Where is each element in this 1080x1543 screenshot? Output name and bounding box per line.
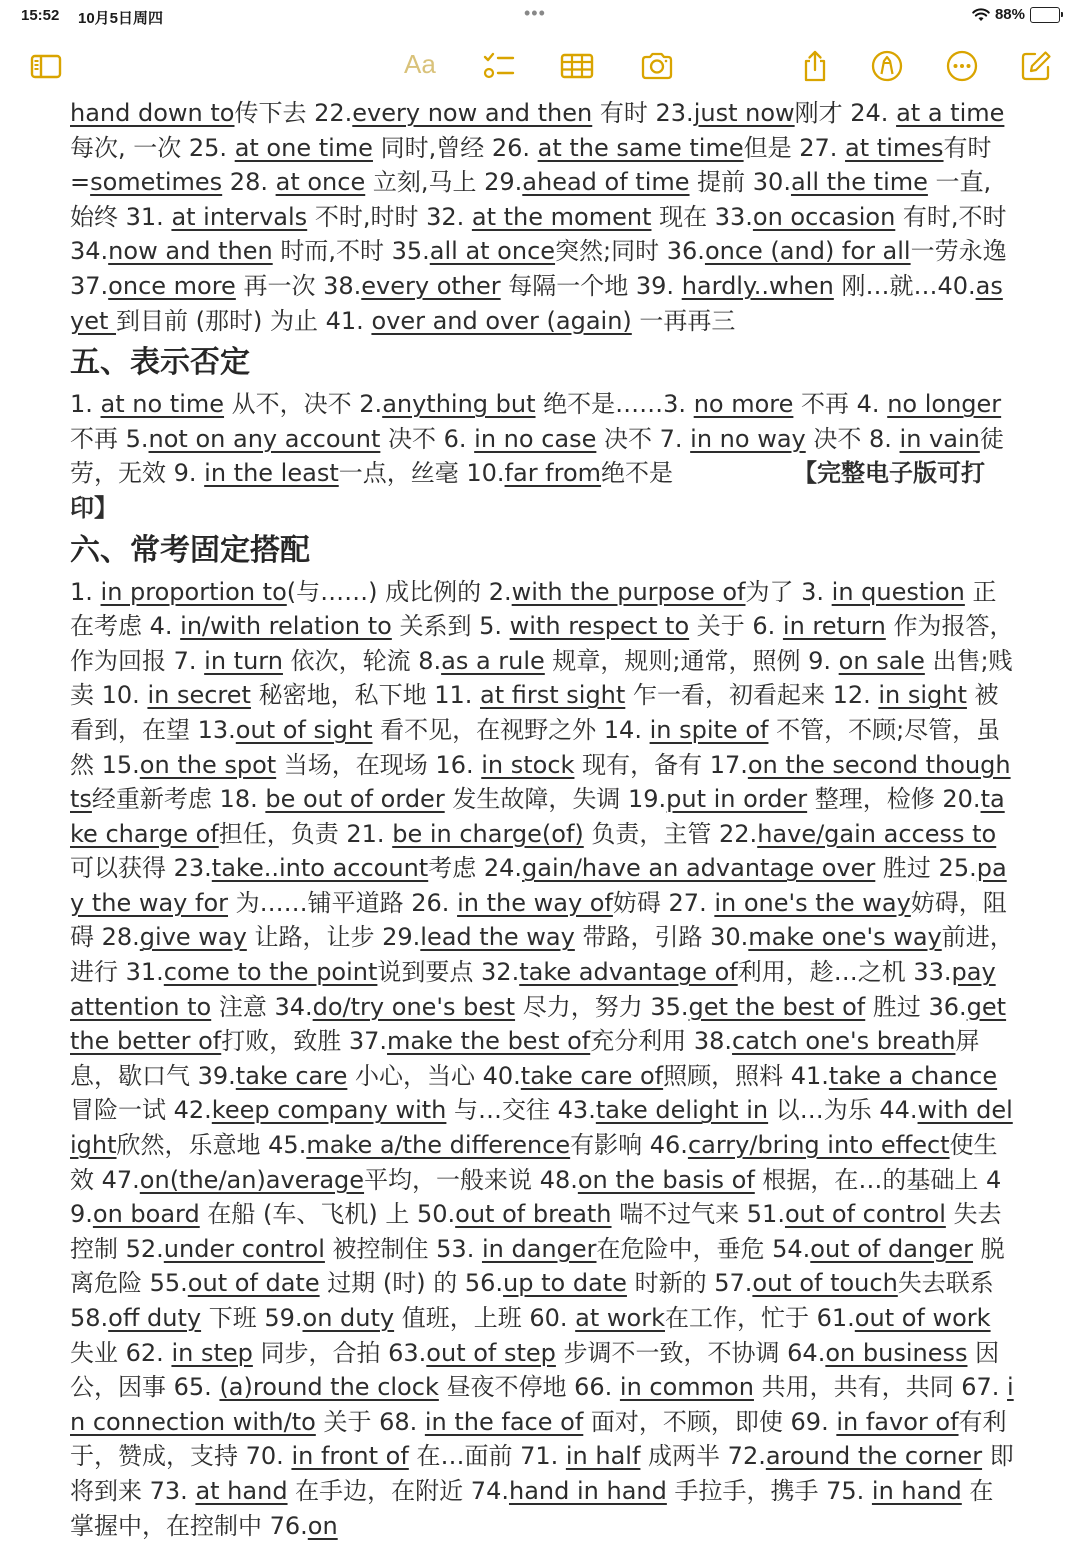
phrase-meaning: 规章，规则;通常，照例 9. <box>544 646 839 675</box>
phrase-meaning: 不管，不顾;尽管，虽然 15. <box>70 715 1001 779</box>
phrase: up to date <box>503 1269 627 1298</box>
phrase: with respect to <box>509 612 690 641</box>
phrase: take a chance <box>828 1061 998 1090</box>
phrase-meaning: 每隔一个地 39. <box>500 271 682 300</box>
phrase: out of touch <box>752 1269 898 1298</box>
phrase-meaning: 在工作，忙于 61. <box>665 1304 855 1332</box>
phrase: on the second thoughts <box>70 750 1011 814</box>
markup-icon <box>870 49 904 83</box>
phrase: lead the way <box>420 923 575 952</box>
phrase: every now and then <box>352 99 593 127</box>
phrase-meaning: 以…为乐 44. <box>768 1096 918 1125</box>
phrase: every other <box>361 271 501 300</box>
phrase-meaning: 秘密地，私下地 11. <box>250 681 480 710</box>
phrase: as yet <box>70 271 1003 335</box>
phrase: in stock <box>481 750 575 779</box>
phrase-meaning: 有时 23. <box>592 99 694 127</box>
phrase: at work <box>575 1304 665 1332</box>
notes-toolbar <box>0 44 1080 88</box>
phrase-meaning: 绝不是……3. <box>535 390 694 419</box>
phrase-meaning: 作为报答，作为回报 7. <box>70 612 1014 675</box>
phrase-meaning: 在…面前 71. <box>408 1442 566 1471</box>
phrase: in front of <box>291 1442 409 1471</box>
compose-button[interactable] <box>1018 48 1054 84</box>
phrase: get the better of <box>70 992 1007 1056</box>
status-bar <box>0 0 1080 34</box>
phrase: have/gain access to <box>757 819 997 848</box>
phrase: in question <box>831 577 965 606</box>
phrase-meaning: 过期 (时) 的 56. <box>319 1269 504 1298</box>
phrase: be out of order <box>265 785 445 814</box>
status-date: 10月5日周四 <box>78 10 164 27</box>
phrase-meaning: 同步，合拍 63. <box>252 1338 427 1367</box>
phrase-meaning: 1. <box>70 577 101 606</box>
phrase: at no time <box>100 390 225 419</box>
phrase: at first sight <box>480 681 626 710</box>
phrase: on board <box>92 1200 200 1229</box>
phrase-meaning: 一劳永逸 37. <box>70 237 1007 300</box>
phrase-meaning: 一再再三 <box>631 306 736 335</box>
phrase-meaning: 发生故障，失调 19. <box>444 785 667 814</box>
phrase-meaning: 立刻,马上 29. <box>365 168 523 197</box>
phrase-meaning: 一点，丝毫 10. <box>338 459 505 488</box>
phrase-meaning: 刚…就…40. <box>833 271 976 300</box>
phrase-meaning: 担任，负责 21. <box>218 819 393 848</box>
phrase: be in charge(of) <box>392 819 584 848</box>
phrase: in vain <box>899 424 980 453</box>
phrase-meaning: 传下去 22. <box>234 99 353 127</box>
phrase: out of sight <box>235 715 373 744</box>
phrase-meaning: 负责，主管 22. <box>583 819 758 848</box>
table-button[interactable] <box>559 48 595 84</box>
phrase: at intervals <box>171 202 308 231</box>
phrase: under control <box>163 1234 325 1263</box>
phrase: not on any account <box>148 424 381 453</box>
phrase-meaning: 值班，上班 60. <box>394 1304 576 1332</box>
phrase: gain/have an advantage over <box>522 854 876 883</box>
phrase: take charge of <box>70 785 1005 848</box>
phrase-meaning: 徒劳，无效 9. <box>70 424 1004 488</box>
phrase: in the face of <box>424 1407 584 1436</box>
phrase-meaning: 不时,时时 32. <box>307 202 472 231</box>
phrase-meaning: 即将到来 73. <box>70 1442 1014 1505</box>
phrase: with delight <box>70 1096 1013 1160</box>
phrase: do/try one's best <box>312 992 516 1021</box>
table-icon <box>560 49 594 83</box>
markup-button[interactable] <box>869 48 905 84</box>
phrase-meaning: 依次，轮流 8. <box>282 646 442 675</box>
battery-percent: 88% <box>994 6 1025 23</box>
phrase: in the way of <box>457 888 613 917</box>
phrase-meaning: 到目前 (那时) 为止 41. <box>116 306 372 335</box>
phrase-meaning: 带路，引路 30. <box>574 923 749 952</box>
phrase: in no way <box>690 424 806 453</box>
phrase: in the least <box>204 459 339 488</box>
phrase: in no case <box>474 424 597 453</box>
phrase-meaning: 昼夜不停地 66. <box>438 1373 620 1402</box>
phrase-meaning: 屏息，歇口气 39. <box>70 1027 980 1090</box>
phrase-meaning: 决不 7. <box>596 424 691 453</box>
printable-note: 【完整电子版可打印】 <box>70 459 986 522</box>
phrase: in return <box>782 612 886 641</box>
phrase: on sale <box>838 646 925 675</box>
phrase: just now <box>693 99 795 127</box>
phrase: in danger <box>481 1234 597 1263</box>
phrase: take advantage of <box>519 958 738 987</box>
phrase: take care of <box>520 1061 664 1090</box>
phrase-meaning: 注意 34. <box>211 992 313 1021</box>
phrase: catch one's breath <box>732 1027 956 1056</box>
phrase-meaning: 不再 4. <box>793 390 888 419</box>
time-phrases-paragraph <box>70 96 1015 338</box>
phrase-meaning: 刚才 24. <box>794 99 897 127</box>
phrase: no more <box>693 390 794 419</box>
phrase: in step <box>171 1338 253 1367</box>
phrase-meaning: 有影响 46. <box>570 1131 688 1160</box>
phrase: on occasion <box>752 202 896 231</box>
phrase-meaning: 平均，一般来说 48. <box>364 1165 578 1194</box>
phrase-meaning: 在船 (车、飞机) 上 50. <box>199 1200 456 1229</box>
phrase: out of work <box>854 1304 991 1332</box>
phrase-meaning: 有利于，赞成，支持 70. <box>70 1407 1007 1471</box>
phrase-meaning: 一直,始终 31. <box>70 168 992 231</box>
phrase-meaning: 现有，备有 17. <box>574 750 748 779</box>
phrase: once (and) for all <box>704 237 911 266</box>
camera-button[interactable] <box>639 48 675 84</box>
phrase: out of control <box>784 1200 946 1229</box>
phrase: hand down to <box>70 99 235 127</box>
phrase: at one time <box>234 133 373 162</box>
phrase: put in order <box>666 785 808 814</box>
phrase-meaning: 下班 59. <box>201 1304 303 1332</box>
phrase-meaning: 胜过 36. <box>865 992 967 1021</box>
phrase: pay the way for <box>70 854 1007 917</box>
phrase: at a time <box>896 99 1005 127</box>
phrase: at the moment <box>471 202 652 231</box>
phrase: over and over (again) <box>371 306 632 335</box>
phrase-meaning: 前进，进行 31. <box>70 923 1014 987</box>
phrase: out of danger <box>810 1234 974 1263</box>
phrase-meaning: 整理，检修 20. <box>807 785 981 814</box>
phrase-meaning: 冒险一试 42. <box>70 1096 212 1125</box>
phrase: out of step <box>426 1338 556 1367</box>
phrase-meaning: 考虑 24. <box>428 854 522 883</box>
phrase: in half <box>565 1442 641 1471</box>
phrase: take care <box>235 1061 348 1090</box>
phrase: on the spot <box>139 750 277 779</box>
phrase: on <box>307 1511 338 1540</box>
phrase-meaning: 欣然，乐意地 45. <box>116 1131 307 1160</box>
phrase-meaning: 面对，不顾，即使 69. <box>583 1407 837 1436</box>
phrase-meaning: (与……) 成比例的 2. <box>286 577 512 606</box>
phrase: on(the/an)average <box>139 1165 365 1194</box>
phrase-meaning: 手拉手，携手 75. <box>666 1476 872 1505</box>
section-heading-collocations: 六、常考固定搭配 <box>70 532 310 568</box>
phrase: (a)round the clock <box>219 1373 439 1402</box>
phrase: on the basis of <box>577 1165 755 1194</box>
phrase-meaning: 看不见，在视野之外 14. <box>372 715 650 744</box>
phrase-meaning: 与…交往 43. <box>446 1096 596 1125</box>
phrase-meaning: 关系到 5. <box>391 612 510 641</box>
phrase-meaning: 小心，当心 40. <box>347 1061 521 1090</box>
phrase-meaning: 失业 62. <box>70 1338 172 1367</box>
phrase-meaning: 胜过 25. <box>875 854 977 883</box>
phrase: at hand <box>195 1476 288 1505</box>
more-options-button[interactable] <box>944 48 980 84</box>
phrase-meaning: 时新的 57. <box>626 1269 753 1298</box>
phrase-meaning: 关于 6. <box>689 612 783 641</box>
phrase: at the same time <box>537 133 744 162</box>
phrase: around the corner <box>765 1442 983 1471</box>
phrase-meaning: 时而,不时 35. <box>272 237 430 266</box>
phrase: in/with relation to <box>180 612 392 641</box>
phrase-meaning: 共用，共有，共同 67. <box>753 1373 1008 1402</box>
phrase-meaning: 利用，趁…之机 33. <box>737 958 952 987</box>
phrase: on duty <box>302 1304 395 1332</box>
phrase-meaning: 有时,不时 34. <box>70 202 1007 266</box>
phrase: off duty <box>108 1304 202 1332</box>
collocations-paragraph <box>70 575 1015 1543</box>
phrase-meaning: 同时,曾经 26. <box>372 133 538 162</box>
phrase-meaning: 可以获得 23. <box>70 854 212 883</box>
phrase: hand in hand <box>508 1476 667 1505</box>
phrase-meaning: 脱离危险 55. <box>70 1234 1005 1298</box>
phrase-meaning: 失去控制 52. <box>70 1200 1002 1263</box>
phrase: anything but <box>382 390 536 419</box>
phrase-meaning: 在掌握中，在控制中 76. <box>70 1476 994 1540</box>
phrase-meaning: 从不，决不 2. <box>224 390 383 419</box>
phrase: carry/bring into effect <box>687 1131 950 1160</box>
phrase-meaning: 绝不是 <box>601 459 674 488</box>
phrase-meaning: 照顾，照料 41. <box>663 1061 829 1090</box>
phrase-meaning: 喘不过气来 51. <box>611 1200 785 1229</box>
phrase-meaning: 当场，在现场 16. <box>276 750 482 779</box>
phrase: in common <box>619 1373 754 1402</box>
phrase: come to the point <box>163 958 378 987</box>
phrase: with the purpose of <box>511 577 746 606</box>
phrase-meaning: 妨碍，阻碍 28. <box>70 888 1007 952</box>
phrase-meaning: 再一次 38. <box>235 271 362 300</box>
phrase-meaning: 决不 8. <box>805 424 900 453</box>
phrase-meaning: 为了 3. <box>745 577 832 606</box>
phrase: in turn <box>204 646 283 675</box>
phrase: get the best of <box>688 992 866 1021</box>
phrase: in sight <box>878 681 967 710</box>
checklist-icon <box>482 49 516 83</box>
section-heading-negation: 五、表示否定 <box>70 345 250 381</box>
phrase-meaning: 现在 33. <box>651 202 753 231</box>
phrase-meaning: 让路，让步 29. <box>246 923 421 952</box>
phrase-meaning: 关于 68. <box>315 1407 425 1436</box>
phrase: pay attention to <box>70 958 996 1021</box>
phrase-meaning: 突然;同时 36. <box>555 237 705 266</box>
format-text-button[interactable]: Aa <box>404 49 436 79</box>
phrase-meaning: 不再 5. <box>70 424 149 453</box>
phrase: all the time <box>790 168 928 197</box>
phrase: in favor of <box>836 1407 959 1436</box>
phrase: sometimes <box>90 168 223 197</box>
wifi-icon <box>972 8 990 22</box>
more-icon <box>945 49 979 83</box>
phrase-meaning: 妨碍 27. <box>612 888 715 917</box>
camera-icon <box>640 49 674 83</box>
phrase: keep company with <box>211 1096 447 1125</box>
phrase: out of breath <box>455 1200 612 1229</box>
phrase: make a/the difference <box>306 1131 571 1160</box>
phrase-meaning: 1. <box>70 390 101 419</box>
checklist-button[interactable] <box>481 48 517 84</box>
phrase-meaning: 被控制住 53. <box>324 1234 482 1263</box>
phrase: in secret <box>147 681 251 710</box>
phrase: make the best of <box>387 1027 591 1056</box>
phrase: as a rule <box>441 646 545 675</box>
phrase-meaning: 在手边，在附近 74. <box>287 1476 509 1505</box>
phrase-meaning: 28. <box>222 168 276 197</box>
phrase: in one's the way <box>714 888 911 917</box>
status-indicators <box>972 6 1060 23</box>
sidebar-toggle-button[interactable] <box>28 48 64 84</box>
phrase-meaning: 为……铺平道路 26. <box>228 888 458 917</box>
phrase: in hand <box>871 1476 962 1505</box>
sidebar-icon <box>29 49 63 83</box>
phrase: hardly..when <box>681 271 834 300</box>
phrase: at times <box>845 133 944 162</box>
phrase: give way <box>139 923 247 952</box>
battery-icon <box>1030 7 1060 23</box>
phrase: all at once <box>429 237 556 266</box>
negation-paragraph <box>70 387 1015 525</box>
phrase-meaning: 失去联系 58. <box>70 1269 994 1332</box>
phrase-meaning: 被看到，在望 13. <box>70 681 999 744</box>
phrase-meaning: 说到要点 32. <box>377 958 520 987</box>
phrase-meaning: 因公，因事 65. <box>70 1338 1000 1402</box>
phrase-meaning: 有时 = <box>70 133 992 197</box>
phrase-meaning: 提前 30. <box>689 168 791 197</box>
phrase: far from <box>504 459 602 488</box>
phrase-meaning: 充分利用 38. <box>590 1027 733 1056</box>
phrase: in proportion to <box>100 577 287 606</box>
phrase-meaning: 经重新考虑 18. <box>91 785 266 814</box>
phrase: take delight in <box>595 1096 769 1125</box>
phrase: at once <box>275 168 366 197</box>
phrase-meaning: 打败，致胜 37. <box>221 1027 388 1056</box>
phrase: in connection with/to <box>70 1373 1014 1436</box>
phrase-meaning: 每次, 一次 25. <box>70 133 235 162</box>
phrase-meaning: 出售;贱卖 10. <box>70 646 1013 710</box>
compose-icon <box>1019 49 1053 83</box>
note-body[interactable] <box>70 96 1015 1543</box>
share-button[interactable] <box>797 48 833 84</box>
phrase: out of date <box>187 1269 320 1298</box>
phrase: take..into account <box>211 854 429 883</box>
phrase-meaning: 尽力，努力 35. <box>515 992 689 1021</box>
phrase: once more <box>108 271 236 300</box>
phrase-meaning: 使生效 47. <box>70 1131 998 1194</box>
phrase-meaning: 步调不一致，不协调 64. <box>555 1338 826 1367</box>
phrase: make one's way <box>748 923 942 952</box>
phrase: in spite of <box>649 715 769 744</box>
phrase-meaning: 正在考虑 4. <box>70 577 997 641</box>
phrase-meaning: 在危险中，垂危 54. <box>596 1234 811 1263</box>
multitasking-dots-icon[interactable]: ••• <box>524 3 546 23</box>
share-icon <box>798 49 832 83</box>
status-time: 15:52 <box>21 7 60 24</box>
phrase: now and then <box>108 237 273 266</box>
phrase-meaning: 乍一看，初看起来 12. <box>625 681 879 710</box>
phrase: no longer <box>887 390 1002 419</box>
phrase-meaning: 成两半 72. <box>640 1442 766 1471</box>
phrase-meaning: 根据，在…的基础上 49. <box>70 1165 1002 1229</box>
phrase-meaning: 决不 6. <box>380 424 475 453</box>
phrase: ahead of time <box>522 168 690 197</box>
phrase-meaning: 但是 27. <box>743 133 846 162</box>
phrase: on business <box>825 1338 968 1367</box>
